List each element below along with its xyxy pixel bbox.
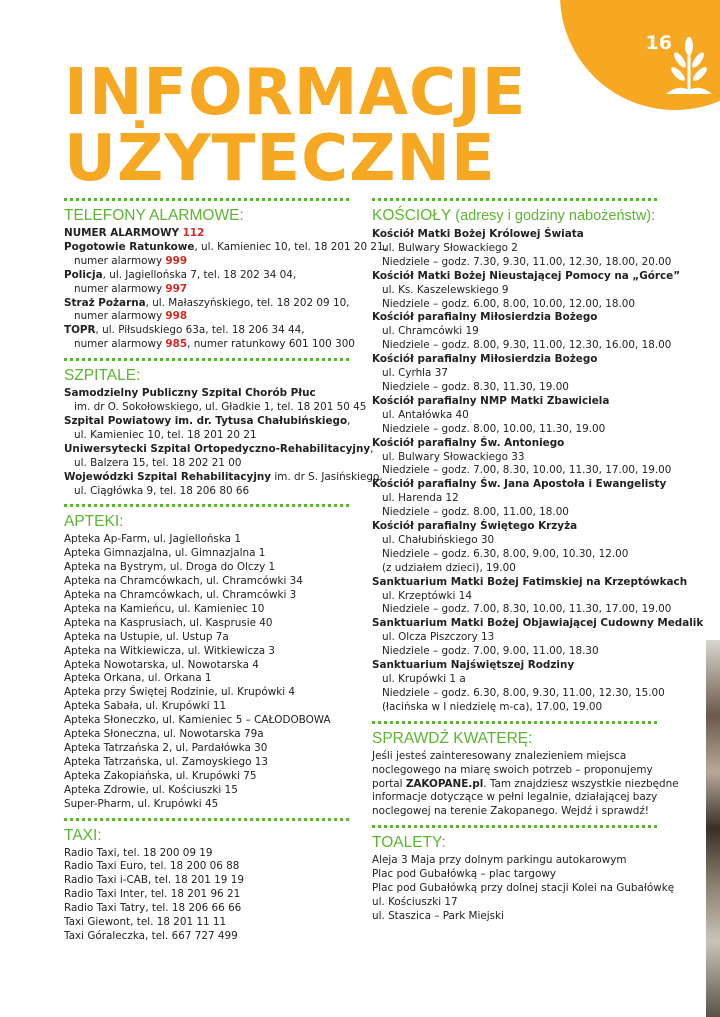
list-item: Apteka na Bystrym, ul. Droga do Olczy 1 <box>64 561 276 574</box>
list-item: ul. Krzeptówki 14 <box>382 589 472 602</box>
list-item: Sanktuarium Matki Bożej Objawiającej Cudowny Medalik <box>372 617 704 630</box>
list-item: Kościół Matki Bożej Nieustającej Pomocy na „Górce” <box>372 269 681 282</box>
section-pharmacies <box>64 504 349 811</box>
section-title: TELEFONY ALARMOWE: <box>64 207 244 224</box>
list-item: ul. Chramcówki 19 <box>382 325 479 338</box>
section-churches <box>372 198 704 715</box>
list-item: Apteka Zakopiańska, ul. Krupówki 75 <box>64 769 257 782</box>
wheat-icon <box>664 36 714 96</box>
list-item: Uniwersytecki Szpital Ortopedyczno-Rehabilitacyjny, <box>64 442 374 455</box>
section-title: SZPITALE: <box>64 367 141 385</box>
list-item: Super-Pharm, ul. Krupówki 45 <box>64 797 219 810</box>
list-item: Niedziele – godz. 7.00, 9.00, 11.00, 18.30 <box>382 645 599 658</box>
list-item: ul. Ks. Kaszelewskiego 9 <box>382 283 509 296</box>
page-title-line-2: UŻYTECZNE <box>64 122 496 196</box>
list-item: portal ZAKOPANE.pl. Tam znajdziesz wszystkie niezbędne <box>372 777 679 790</box>
list-item: Niedziele – godz. 7.30, 9.30, 11.00, 12.30, 18.00, 20.00 <box>382 255 672 268</box>
list-item: Apteka Słoneczko, ul. Kamieniec 5 – CAŁODOBOWA <box>64 714 331 727</box>
list-item: Aleja 3 Maja przy dolnym parkingu autokarowym <box>372 854 627 867</box>
list-item: Apteka Nowotarska, ul. Nowotarska 4 <box>64 658 259 671</box>
list-item: Apteka na Witkiewicza, ul. Witkiewicza 3 <box>64 644 275 657</box>
list-item: ul. Harenda 12 <box>382 492 459 505</box>
list-item: ul. Krupówki 1 a <box>382 673 466 685</box>
list-item: ul. Kamieniec 10, tel. 18 201 20 21 <box>74 428 257 441</box>
list-item: Radio Taxi i-CAB, tel. 18 201 19 19 <box>64 874 244 887</box>
list-item: NUMER ALARMOWY 112 <box>64 227 205 239</box>
section-alarm <box>64 198 387 352</box>
edge-photo <box>706 640 720 1017</box>
list-item: Niedziele – godz. 8.00, 11.00, 18.00 <box>382 506 569 519</box>
list-item: Apteka Zdrowie, ul. Kościuszki 15 <box>64 783 238 796</box>
list-item: numer alarmowy 985, numer ratunkowy 601 100 300 <box>74 338 355 351</box>
list-item: Jeśli jesteś zainteresowany znalezieniem miejsca <box>372 749 627 762</box>
list-item: Radio Taxi Euro, tel. 18 200 06 88 <box>64 860 240 873</box>
list-item: Apteka Słoneczna, ul. Nowotarska 79a <box>64 728 264 741</box>
list-item: Apteka na Chramcówkach, ul. Chramcówki 34 <box>64 575 303 588</box>
list-item: Taxi Góraleczka, tel. 667 727 499 <box>64 929 238 942</box>
section-divider <box>64 198 349 202</box>
list-item: (z udziałem dzieci), 19.00 <box>382 561 516 574</box>
list-item: TOPR, ul. Piłsudskiego 63a, tel. 18 206 34 44, <box>64 324 305 337</box>
list-item: ul. Balzera 15, tel. 18 202 21 00 <box>74 456 242 469</box>
section-toilets <box>372 825 675 924</box>
section-lodging <box>372 721 679 820</box>
section-title: TAXI: <box>64 826 102 844</box>
section-divider <box>64 818 349 822</box>
list-item: Niedziele – godz. 8.00, 9.30, 11.00, 12.30, 16.00, 18.00 <box>382 339 672 352</box>
list-item: Niedziele – godz. 7.00, 8.30, 10.00, 11.30, 17.00, 19.00 <box>382 464 672 477</box>
section-divider <box>372 198 657 202</box>
list-item: Kościół parafialny Św. Antoniego <box>372 436 565 449</box>
list-item: im. dr O. Sokołowskiego, ul. Gładkie 1, tel. 18 201 50 45 <box>74 401 367 414</box>
list-item: Apteka Gimnazjalna, ul. Gimnazjalna 1 <box>64 547 266 560</box>
list-item: Kościół parafialny Miłosierdzia Bożego <box>372 311 598 324</box>
list-item: ul. Kościuszki 17 <box>372 895 458 908</box>
list-item: Straż Pożarna, ul. Małaszyńskiego, tel. 18 202 09 10, <box>64 296 350 309</box>
section-title: APTEKI: <box>64 513 124 531</box>
section-title: TOALETY: <box>372 834 446 852</box>
list-item: Niedziele – godz. 6.30, 8.00, 9.00, 10.30, 12.00 <box>382 547 629 560</box>
list-item: ul. Chałubińskiego 30 <box>382 533 495 546</box>
list-item: Apteka Orkana, ul. Orkana 1 <box>64 672 212 685</box>
list-item: Apteka na Kamieńcu, ul. Kamieniec 10 <box>64 602 265 615</box>
right-column <box>372 198 704 930</box>
section-divider <box>64 504 349 508</box>
section-divider <box>64 358 349 362</box>
list-item: Niedziele – godz. 6.00, 8.00, 10.00, 12.00, 18.00 <box>382 297 636 310</box>
section-taxi <box>64 818 349 944</box>
section-title: KOŚCIOŁY (adresy i godziny nabożeństw): <box>372 207 656 224</box>
list-item: Apteka Tatrzańska, ul. Zamoyskiego 13 <box>64 755 269 768</box>
list-item: Kościół parafialny Świętego Krzyża <box>372 520 578 533</box>
list-item: ul. Bulwary Słowackiego 33 <box>382 450 525 463</box>
list-item: Sanktuarium Matki Bożej Fatimskiej na Krzeptówkach <box>372 575 688 588</box>
list-item: Radio Taxi Tatry, tel. 18 206 66 66 <box>64 902 242 915</box>
list-item: Kościół parafialny NMP Matki Zbawiciela <box>372 394 610 407</box>
list-item: Radio Taxi Inter, tel. 18 201 96 21 <box>64 888 241 901</box>
list-item: Plac pod Gubałówką przy dolnej stacji Kolei na Gubałówkę <box>372 882 675 895</box>
list-item: Policja, ul. Jagiellońska 7, tel. 18 202 34 04, <box>64 268 297 281</box>
section-divider <box>372 825 657 829</box>
list-item: numer alarmowy 997 <box>74 282 188 295</box>
list-item: ul. Ciągłówka 9, tel. 18 206 80 66 <box>74 484 250 497</box>
page-title-line-1: INFORMACJE <box>64 56 527 130</box>
list-item: Apteka Sabała, ul. Krupówki 11 <box>64 700 227 713</box>
section-subtitle: (adresy i godziny nabożeństw): <box>451 208 656 224</box>
list-item: Apteka na Ustupie, ul. Ustup 7a <box>64 630 229 643</box>
page-title <box>64 56 527 196</box>
list-item: ul. Bulwary Słowackiego 2 <box>382 241 518 254</box>
left-column <box>64 198 387 950</box>
list-item: Apteka Ap-Farm, ul. Jagiellońska 1 <box>64 533 241 546</box>
list-item: Taxi Giewont, tel. 18 201 11 11 <box>64 916 227 929</box>
list-item: Sanktuarium Najświętszej Rodziny <box>372 659 575 672</box>
list-item: Apteka na Chramcówkach, ul. Chramcówki 3 <box>64 589 297 602</box>
list-item: Plac pod Gubałówką – plac targowy <box>372 868 556 881</box>
list-item: informacje dotyczące w pełni legalnie, działającej bazy <box>372 791 658 804</box>
page-number: 16 <box>645 32 672 54</box>
list-item: noclegowej na terenie Zakopanego. Wejdź i sprawdź! <box>372 805 649 818</box>
list-item: ul. Olcza Piszczory 13 <box>382 631 495 644</box>
section-divider <box>372 721 657 725</box>
list-item: (łacińska w I niedzielę m-ca), 17.00, 19.00 <box>382 700 603 713</box>
list-item: numer alarmowy 999 <box>74 254 188 267</box>
section-title: SPRAWDŹ KWATERĘ: <box>372 729 533 747</box>
list-item: Wojewódzki Szpital Rehabilitacyjny im. dr S. Jasińskiego, <box>64 470 383 483</box>
list-item: ul. Staszica – Park Miejski <box>372 909 504 922</box>
list-item: ul. Cyrhla 37 <box>382 367 448 380</box>
list-item: Kościół parafialny Św. Jana Apostoła i Ewangelisty <box>372 478 667 491</box>
list-item: Apteka na Kasprusiach, ul. Kasprusie 40 <box>64 616 273 629</box>
section-hospitals <box>64 358 383 498</box>
list-item: Niedziele – godz. 7.00, 8.30, 10.00, 11.30, 17.00, 19.00 <box>382 603 672 616</box>
list-item: Pogotowie Ratunkowe, ul. Kamieniec 10, tel. 18 201 20 21, <box>64 240 387 253</box>
list-item: Kościół parafialny Miłosierdzia Bożego <box>372 353 598 366</box>
list-item: Apteka Tatrzańska 2, ul. Pardałówka 30 <box>64 742 268 754</box>
list-item: Niedziele – godz. 8.00, 10.00, 11.30, 19.00 <box>382 422 606 435</box>
list-item: Niedziele – godz. 8.30, 11.30, 19.00 <box>382 380 569 393</box>
list-item: noclegowego na miarę swoich potrzeb – proponujemy <box>372 763 653 776</box>
list-item: Apteka przy Świętej Rodzinie, ul. Krupówki 4 <box>64 686 296 699</box>
list-item: numer alarmowy 998 <box>74 310 188 323</box>
list-item: Szpital Powiatowy im. dr. Tytusa Chałubińskiego, <box>64 414 351 427</box>
list-item: Radio Taxi, tel. 18 200 09 19 <box>64 846 213 859</box>
list-item: Kościół Matki Bożej Królowej Świata <box>372 228 584 240</box>
list-item: Niedziele – godz. 6.30, 8.00, 9.30, 11.00, 12.30, 15.00 <box>382 686 665 699</box>
list-item: ul. Antałówka 40 <box>382 408 469 421</box>
list-item: Samodzielny Publiczny Szpital Chorób Płuc <box>64 387 316 400</box>
